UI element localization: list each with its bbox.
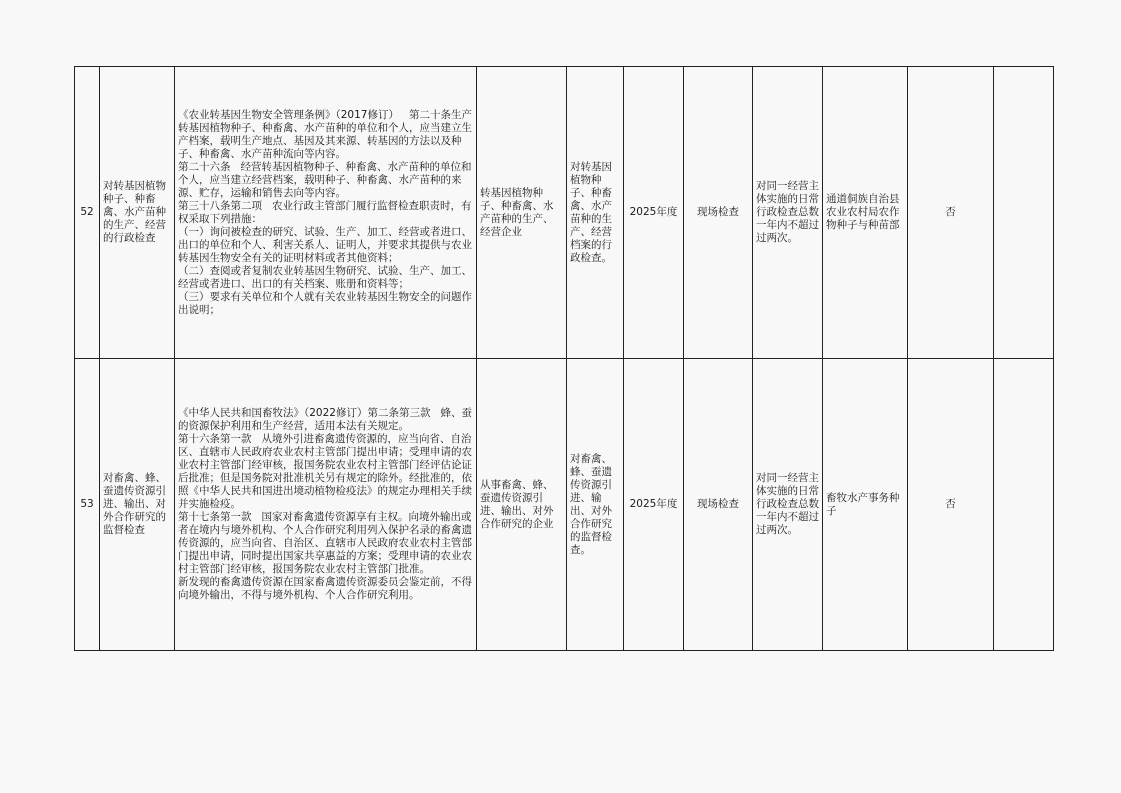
inspection-method: 现场检查 <box>684 67 753 359</box>
legal-basis-paragraph: 第十七条第一款 国家对畜禽遗传资源享有主权。向境外输出或者在境内与境外机构、个人合作研究利用列入保护名录的畜禽遗传资源的，应当向省、自治区、直辖市人民政府农业农村主管部门提出申请，同时提出国家共享惠益的方案；受理申请的农业农村主管部门经审核，报国务院农业农村主管部门批准。 <box>178 511 472 575</box>
legal-basis-paragraph: （三）要求有关单位和个人就有关农业转基因生物安全的问题作出说明； <box>178 290 472 316</box>
joint-inspection: 否 <box>908 359 994 651</box>
row-index: 53 <box>75 359 100 651</box>
legal-basis <box>175 67 477 359</box>
legal-basis-paragraph: 第二十六条 经营转基因植物种子、种畜禽、水产苗种的单位和个人，应当建立经营档案，载明种子、种畜禽、水产苗种的来源、贮存，运输和销售去向等内容。 <box>178 160 472 199</box>
legal-basis-paragraph: （二）查阅或者复制农业转基因生物研究、试验、生产、加工、经营或者进口、出口的有关档案、账册和资料等； <box>178 264 472 290</box>
inspection-year: 2025年度 <box>624 67 684 359</box>
table-row <box>75 359 1054 651</box>
legal-basis-paragraph: 《中华人民共和国畜牧法》（2022修订）第二条第三款 蜂、蚕的资源保护利用和生产经营，适用本法有关规定。 <box>178 407 472 432</box>
inspection-content: 对畜禽、蜂、蚕遗传资源引进、输出、对外合作研究的监督检查。 <box>567 359 624 651</box>
remark <box>994 359 1054 651</box>
inspection-target: 从事畜禽、蜂、蚕遗传资源引进、输出、对外合作研究的企业 <box>477 359 567 651</box>
row-index: 52 <box>75 67 100 359</box>
inspection-year: 2025年度 <box>624 359 684 651</box>
inspection-department: 畜牧水产事务种子 <box>823 359 908 651</box>
inspection-department: 通道侗族自治县农业农村局农作物种子与种苗部 <box>823 67 908 359</box>
legal-basis-paragraph: 第三十八条第二项 农业行政主管部门履行监督检查职责时，有权采取下列措施： <box>178 199 472 225</box>
inspection-frequency: 对同一经营主体实施的日常行政检查总数一年内不超过过两次。 <box>753 359 823 651</box>
legal-basis-paragraph: 第十六条第一款 从境外引进畜禽遗传资源的，应当向省、自治区、直辖市人民政府农业农村主管部门提出申请；受理申请的农业农村主管部门经审核，报国务院农业农村主管部门经评估论证后批准；但是国务院对批准机关另有规定的除外。经批准的，依照《中华人民共和国进出境动植物检疫法》的规定办理相关手续并实施检疫。 <box>178 433 472 510</box>
inspection-item: 对畜禽、蜂、蚕遗传资源引进、输出、对外合作研究的监督检查 <box>100 359 175 651</box>
legal-basis-paragraph: （一）询问被检查的研究、试验、生产、加工、经营或者进口、出口的单位和个人、利害关系人、证明人，并要求其提供与农业转基因生物安全有关的证明材料或者其他资料； <box>178 225 472 264</box>
inspection-item: 对转基因植物种子、种畜禽、水产苗种的生产、经营的行政检查 <box>100 67 175 359</box>
legal-basis-paragraph: 《农业转基因生物安全管理条例》（2017修订） 第二十条生产转基因植物种子、种畜禽、水产苗种的单位和个人，应当建立生产档案，载明生产地点、基因及其来源、转基因的方法以及种子、种畜禽、水产苗种流向等内容。 <box>178 108 472 160</box>
inspection-method: 现场检查 <box>684 359 753 651</box>
joint-inspection: 否 <box>908 67 994 359</box>
remark <box>994 67 1054 359</box>
inspection-content: 对转基因植物种子、种畜禽、水产苗种的生产、经营档案的行政检查。 <box>567 67 624 359</box>
inspection-target: 转基因植物种子、种畜禽、水产苗种的生产、经营企业 <box>477 67 567 359</box>
inspection-table <box>74 66 1054 651</box>
legal-basis <box>175 359 477 651</box>
table-row <box>75 67 1054 359</box>
inspection-frequency: 对同一经营主体实施的日常行政检查总数一年内不超过过两次。 <box>753 67 823 359</box>
legal-basis-paragraph: 新发现的畜禽遗传资源在国家畜禽遗传资源委员会鉴定前，不得向境外输出，不得与境外机构、个人合作研究利用。 <box>178 576 472 601</box>
